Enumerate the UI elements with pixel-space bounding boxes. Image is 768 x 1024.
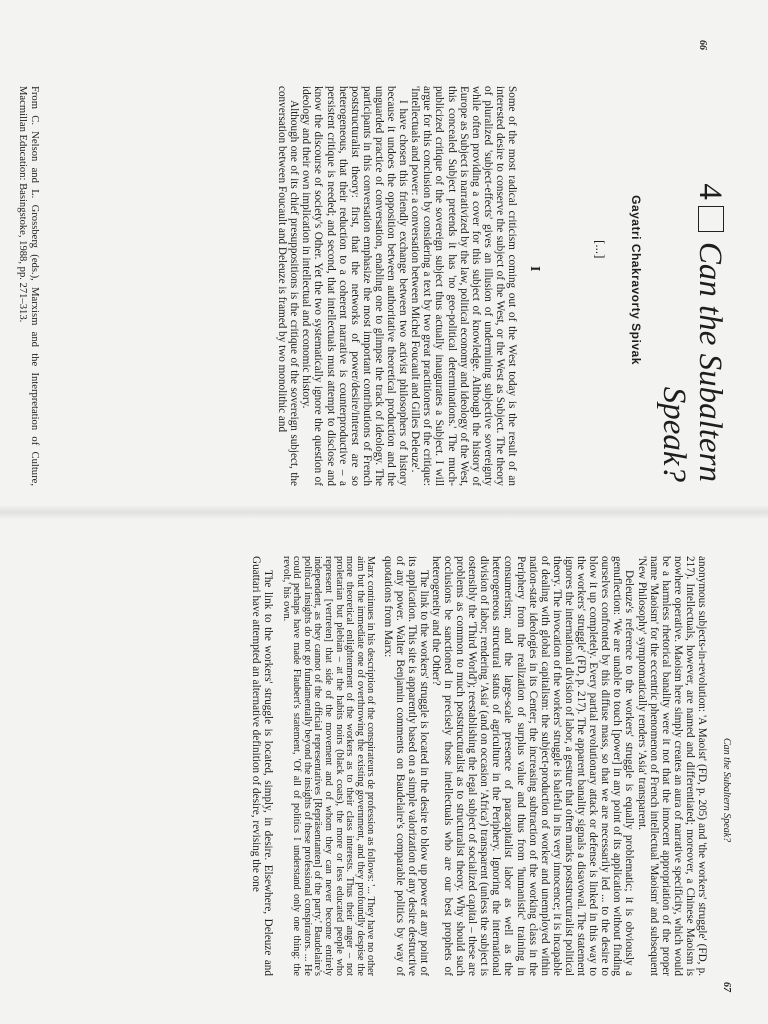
paragraph: The link to the workers' struggle is located in the desire to blow up power at any point of its application. This site is apparently based on a simple valorization of any desire destructive of any power. Walter Benjamin comments on Baudelaire's comparable politics by way of quotations from Marx: [381, 556, 430, 976]
chapter-title [656, 122, 728, 482]
chapter-title-line1: Can the Subaltern [692, 241, 728, 482]
body-text-67 [250, 556, 708, 976]
folio-67: 67 [721, 982, 732, 992]
folio-66: 66 [697, 40, 708, 50]
paragraph: The link to the workers' struggle is located, simply, in desire. Elsewhere, Deleuze and Guattari have attempted an alternative definition of desire, revising the one [250, 556, 275, 976]
author-name: Gayatri Chakravorty Spivak [629, 195, 643, 365]
paragraph: Some of the most radical criticism coming out of the West today is the result of an interested desire to conserve the subject of the West, or the West as Subject. The theory of pluralized 'subject-effects' gives an illusion of undermining subjective sovereignty while often providing a cover for this subject of knowledge. Although the history of Europe as Subject is narrativized by the law, political economy and ideology of the West, this concealed Subject pretends it has 'no geo-political determinations.' The much-publicized critique of the sovereign subject thus actually inaugurates a Subject. I will argue for this conclusion by considering a text by two great practitioners of the critique: 'Intellectuals and power: a conversation between Michel Foucault and Gilles Deleuze'. [409, 86, 518, 486]
block-quote: Marx continues in his description of the conspirateurs de profession as follows: '... They have no other aim but the immediate one of overthrowing the existing government, and they profoundly despise the more theoretical enlightenment of the workers as to their class interests. Thus their anger – not proletarian but plebian – at the habits noirs (black coats), the more or less educated people who represent [vertreten] that side of the movement and of whom they can never become entirely independent, as they cannot of the official representatives [Repräsentanten] of the party.' Baudelaire's political insights do not go fundamentally beyond the insights of these professional conspirators. ... He could perhaps have made Flaubert's statement, 'Of all of politics I understand only one thing: the revolt,' his own. [280, 556, 377, 976]
source-note: From C. Nelson and L. Grossberg (eds.), Marxism and the Interpretation of Culture, Macmillan Education: Basingstoke, 1988, pp. 271–313. [17, 86, 40, 486]
section-numeral: I [527, 266, 542, 272]
body-text-66 [276, 86, 518, 486]
chapter-title-line2: Speak? [655, 386, 692, 482]
chapter-box-icon [698, 206, 724, 232]
paragraph: Although one of its chief presuppositions is the critique of the sovereign subject, the conversation between Foucault and Deleuze is framed by two monolithic and [276, 86, 301, 486]
paragraph: anonymous subjects-in-revolution: 'A Maoist' (FD, p. 205) and 'the workers' struggle' (FD, p. 217). Intellectuals, however, are named and differentiated; moreover, a Chinese Maoism is nowhere operative. Maoism here simply creates an aura of narrative specificity, which would be a harmless rhetorical banality were it not that the innocent appropriation of the proper name 'Maoism' for the eccentric phenomenon of French intellectual 'Maoism' and subsequent 'New Philosophy' symptomatically renders 'Asia' transparent. [635, 556, 708, 976]
running-head: Can the Subaltern Speak? [721, 738, 732, 843]
paragraph: I have chosen this friendly exchange between two activist philosophers of history because it undoes the opposition between authoritative theoretical production and the unguarded practice of conversation, enabling one to glimpse the track of ideology. The participants in this conversation emphasize the most important contributions of French poststructuralist theory: first, that the networks of power/desire/interest are so heterogeneous, that their reduction to a coherent narrative is counterproductive – a persistent critique is needed; and second, that intellectuals must attempt to disclose and know the discourse of society's Other. Yet the two systematically ignore the question of ideology and their own implication in intellectual and economic history. [300, 86, 410, 486]
chapter-number: 4 [692, 183, 728, 200]
elision-mark: [...] [593, 240, 608, 259]
paragraph: Deleuze's reference to the workers' struggle is equally problematic; it is obviously a genuflection: 'We are unable to touch [power] in any point of its application without finding ourselves confronted by this diffuse mass, so that we are necessarily led ... to the desire to blow it up completely. Every partial revolutionary attack or defense is linked in this way to the workers' struggle' (FD, p. 217). The apparent banality signals a disavowal. The statement ignores the international division of labor, a gesture that often marks poststructuralist political theory. The invocation of the workers' struggle is baleful in its very innocence; it is incapable of dealing with global capitalism: the subject-production of worker and unemployed within nation-state ideologies in its Center; the increasing subtraction of the working class in the Periphery from the realization of surplus value and thus from 'humanistic' training in consumerism; and the large-scale presence of paracapitalist labor as well as the heterogeneous structural status of agriculture in the Periphery. Ignoring the international division of labor; rendering 'Asia' (and on occasion 'Africa') transparent (unless the subject is ostensibly the 'Third World'); reestablishing the legal subject of socialized capital – these are problems as common to much poststructuralist as to structuralist theory. Why should such occlusions be sanctioned in precisely those intellectuals who are our best prophets of heterogeneity and the Other? [429, 556, 636, 976]
page-67 [0, 512, 768, 1024]
